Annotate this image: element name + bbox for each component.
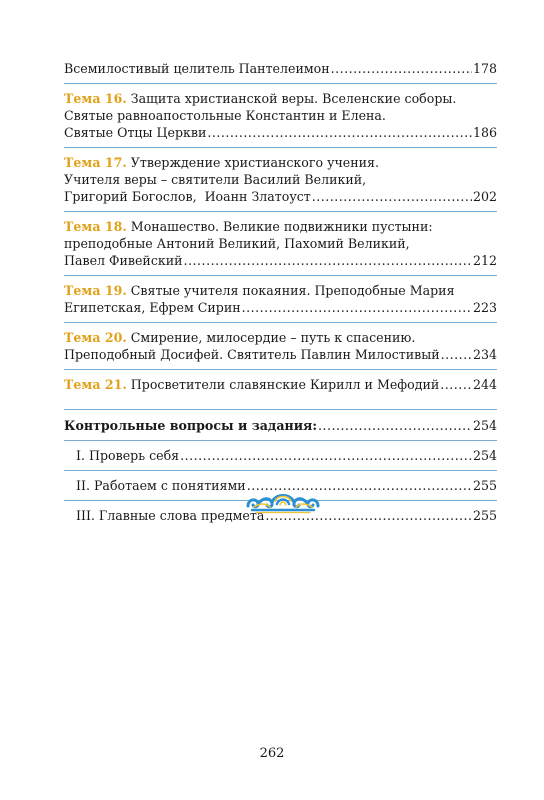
toc-page-number: 255	[472, 478, 497, 493]
toc-entry-text: Григорий Богослов, Иоанн Златоуст	[64, 189, 311, 204]
dot-leader	[440, 376, 472, 393]
toc-entry	[64, 212, 497, 276]
toc-page-number: 244	[472, 377, 497, 392]
toc-entry-line	[64, 329, 497, 346]
toc-entry-text: Святые Отцы Церкви	[64, 125, 207, 140]
toc-entry-text: Защита христианской веры. Вселенские соборы.	[130, 91, 457, 106]
toc-entry-text: Утверждение христианского учения.	[130, 155, 379, 170]
subitem-label: III. Главные слова предмета	[76, 508, 265, 523]
toc-entry-last-line	[64, 417, 497, 434]
toc-entry-text: Монашество. Великие подвижники пустыни:	[130, 219, 433, 234]
dot-leader	[441, 346, 472, 363]
toc-entry-line	[64, 282, 497, 299]
questions-section-heading	[64, 410, 497, 441]
toc-entry-text: Смирение, милосердие – путь к спасению.	[130, 330, 416, 345]
topic-label: Тема 18.	[64, 219, 127, 234]
toc-entry-text	[64, 376, 439, 393]
dot-leader	[184, 252, 472, 269]
toc-page-number: 186	[472, 125, 497, 140]
toc-page-number: 223	[472, 300, 497, 315]
toc-page-number: 255	[472, 508, 497, 523]
toc-entry-line: Святые равноапостольные Константин и Елена.	[64, 108, 386, 123]
toc-entry	[64, 84, 497, 148]
toc-entry-text: Преподобный Досифей. Святитель Павлин Милостивый	[64, 347, 440, 362]
toc-entry	[64, 323, 497, 370]
toc-entry-text: Святые учителя покаяния. Преподобные Мария	[130, 283, 455, 298]
topic-label: Тема 16.	[64, 91, 127, 106]
dot-leader	[312, 188, 472, 205]
dot-leader	[331, 60, 472, 77]
page-number: 262	[259, 746, 285, 761]
toc-entry-last-line	[64, 252, 497, 269]
toc-page-number: 212	[472, 253, 497, 268]
dot-leader	[207, 124, 472, 141]
toc-entry-text-inner: Просветители славянские Кирилл и Мефодий	[130, 377, 440, 392]
toc-page-number: 254	[472, 418, 497, 433]
toc-entry-last-line	[64, 124, 497, 141]
section-title: Контрольные вопросы и задания:	[64, 418, 317, 433]
toc-entry-line: Учителя веры – святители Василий Великий,	[64, 172, 367, 187]
topic-label: Тема 17.	[64, 155, 127, 170]
section-divider	[64, 399, 497, 410]
toc-entry-last-line	[64, 299, 497, 316]
toc-entry	[64, 370, 497, 399]
toc-entry-text: Павел Фивейский	[64, 253, 183, 268]
toc-entry-line: преподобные Антоний Великий, Пахомий Великий,	[64, 236, 410, 251]
subitem-label: II. Работаем с понятиями	[76, 478, 246, 493]
toc-entry-text: Египетская, Ефрем Сирин	[64, 300, 241, 315]
section-subitem	[64, 441, 497, 471]
toc-entry	[64, 276, 497, 323]
subitem-label: I. Проверь себя	[76, 448, 180, 463]
toc-page-number: 254	[472, 448, 497, 463]
toc-entry-last-line	[64, 188, 497, 205]
toc-page-number: 202	[472, 189, 497, 204]
toc-entry-line	[64, 90, 497, 107]
toc-entry-last-line	[64, 60, 497, 77]
dot-leader	[180, 447, 472, 464]
decorative-scroll-ornament-icon	[244, 489, 322, 515]
toc-entry-last-line	[64, 376, 497, 393]
toc-entry-last-line	[76, 447, 497, 464]
toc-page-number: 234	[472, 347, 497, 362]
toc-entry-last-line	[64, 346, 497, 363]
topic-label: Тема 20.	[64, 330, 127, 345]
toc-entry-text: Всемилостивый целитель Пантелеимон	[64, 61, 330, 76]
table-of-contents	[64, 56, 497, 530]
toc-page-number: 178	[472, 61, 497, 76]
topic-label: Тема 21.	[64, 377, 127, 392]
dot-leader	[318, 417, 472, 434]
toc-entry	[64, 148, 497, 212]
toc-entry-line	[64, 218, 497, 235]
dot-leader	[242, 299, 472, 316]
toc-entry-line	[64, 154, 497, 171]
topic-label: Тема 19.	[64, 283, 127, 298]
toc-entry	[64, 56, 497, 84]
